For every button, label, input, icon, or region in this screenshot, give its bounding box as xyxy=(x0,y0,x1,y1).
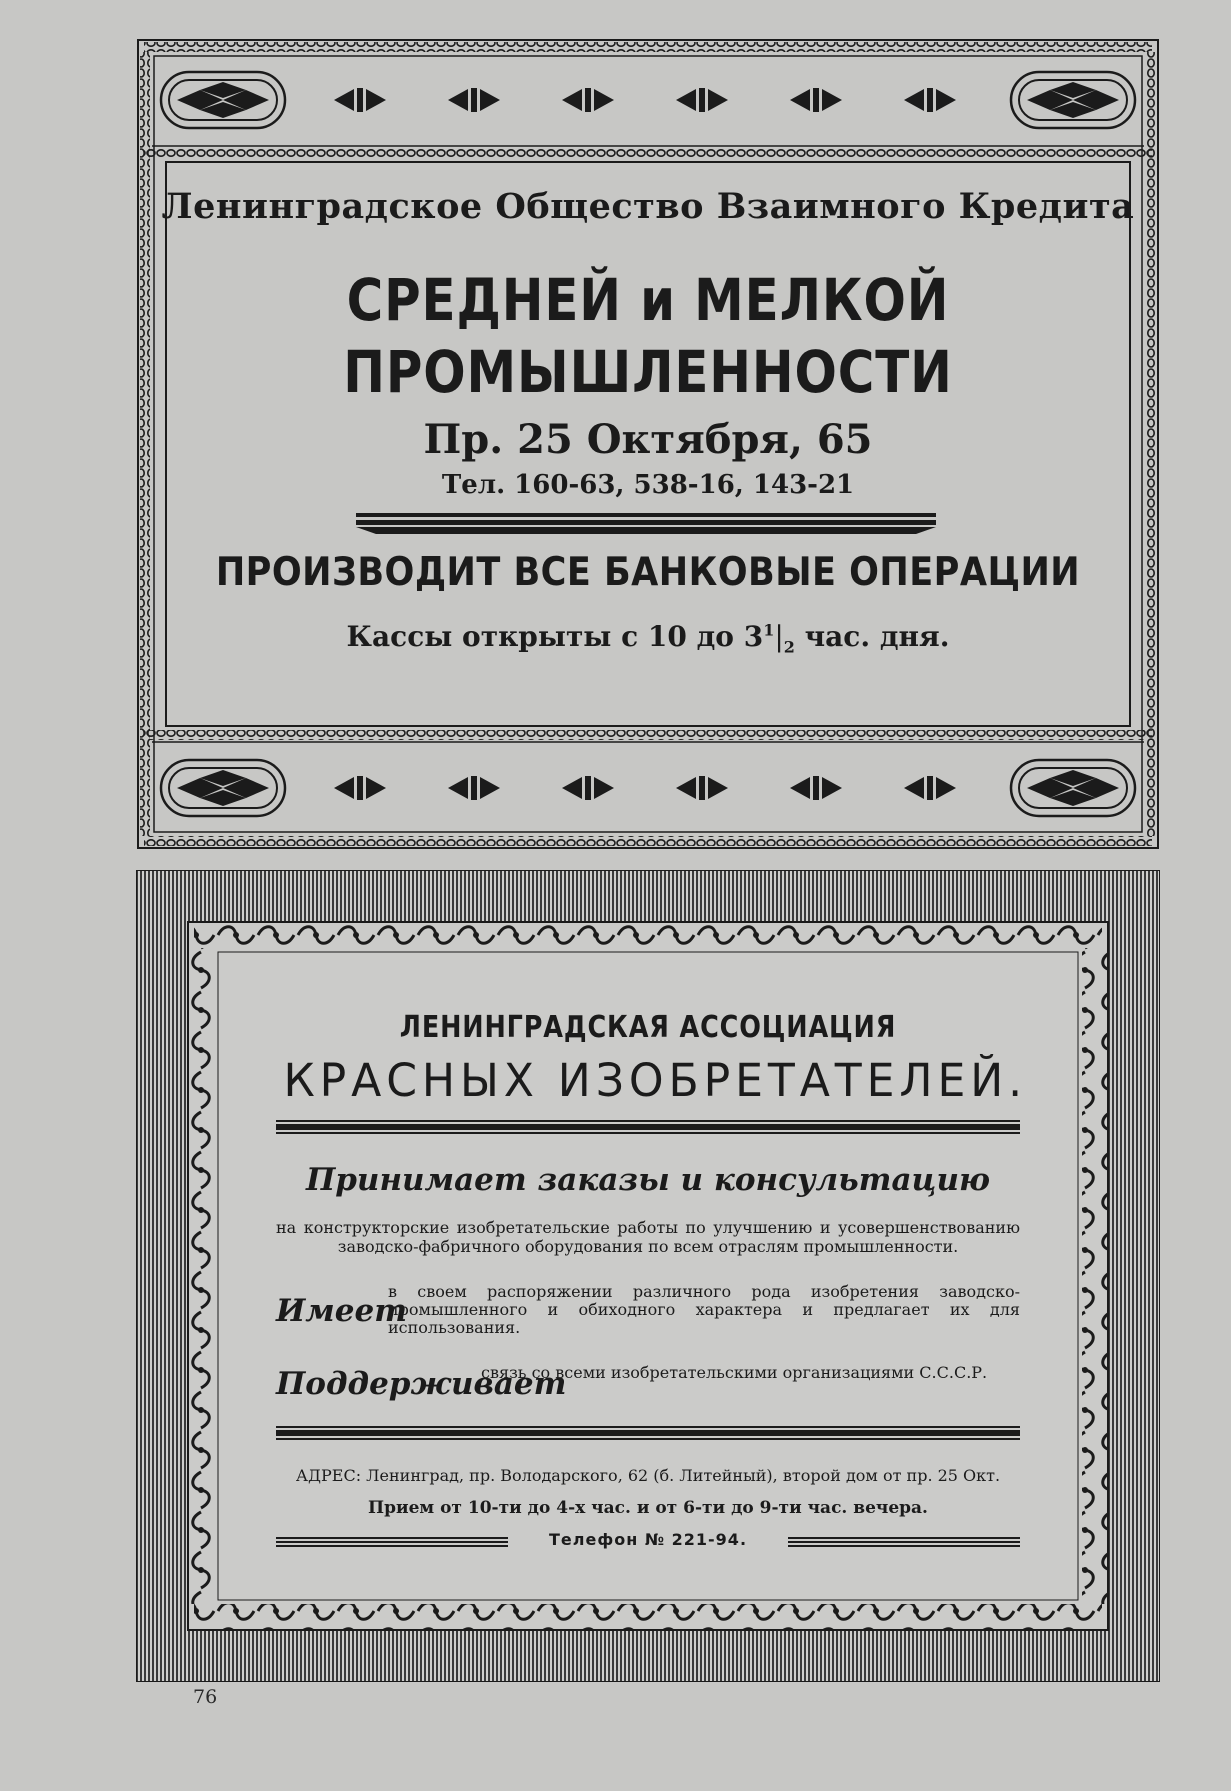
page-number: 76 xyxy=(193,1686,218,1708)
has-section xyxy=(276,1283,1020,1353)
supports-text: связь со всеми изобретательскими организациями С.С.С.Р. xyxy=(481,1363,988,1382)
phone-row xyxy=(276,1530,1020,1554)
bank-hours-suffix: час. дня. xyxy=(794,620,950,653)
hatched-scroll-border xyxy=(136,870,1160,1682)
supports-label: Поддерживает xyxy=(276,1366,567,1402)
bank-hours: Кассы открыты с 10 до $3^1|_2$ час. дня. xyxy=(346,620,950,657)
has-label: Имеет xyxy=(276,1293,408,1329)
bank-hours-prefix: Кассы открыты с 10 до 3 xyxy=(346,620,764,653)
decorative-rule xyxy=(276,1426,1020,1440)
inventors-association-advertisement xyxy=(136,870,1160,1682)
bank-operations: ПРОИЗВОДИТ ВСЕ БАНКОВЫЕ ОПЕРАЦИИ xyxy=(215,550,1081,595)
bank-title-line-2: ПРОМЫШЛЕННОСТИ xyxy=(343,338,953,406)
bank-organization-name: Ленинградское Общество Взаимного Кредита xyxy=(161,186,1135,227)
decorative-rule xyxy=(276,1120,1020,1134)
bank-hours-fraction-denominator: 2 xyxy=(783,637,795,657)
supports-section xyxy=(276,1364,1020,1414)
association-name: КРАСНЫХ ИЗОБРЕТАТЕЛЕЙ. xyxy=(283,1054,1028,1107)
decorative-rule xyxy=(356,513,936,535)
association-phone: Телефон № 221-94. xyxy=(548,1530,748,1549)
services-description: на конструкторские изобретательские работы по улучшению и усовершенствованию заводско-фабричного оборудования по всем отраслям промышленности. xyxy=(276,1218,1020,1256)
bank-advertisement xyxy=(136,38,1160,850)
association-heading: ЛЕНИНГРАДСКАЯ АССОЦИАЦИЯ xyxy=(399,1010,897,1045)
association-address: АДРЕС: Ленинград, пр. Володарского, 62 (б. Литейный), второй дом от пр. 25 Окт. xyxy=(295,1466,1001,1485)
bank-phones: Тел. 160-63, 538-16, 143-21 xyxy=(441,470,855,500)
accepts-orders-heading: Принимает заказы и консультацию xyxy=(305,1162,991,1198)
reception-hours: Прием от 10-ти до 4-х час. и от 6-ти до 9-ти час. вечера. xyxy=(368,1498,928,1518)
phone-rule-left xyxy=(276,1536,508,1548)
bank-hours-fraction-numerator: 1 xyxy=(763,620,775,640)
phone-rule-right xyxy=(788,1536,1020,1548)
bank-address: Пр. 25 Октября, 65 xyxy=(423,416,873,463)
bank-title-line-1: СРЕДНЕЙ и МЕЛКОЙ xyxy=(346,266,950,334)
has-text: в своем распоряжении различного рода изобретения заводско-промышленного и обиходного характера и предлагает их для использования. xyxy=(388,1282,1020,1337)
